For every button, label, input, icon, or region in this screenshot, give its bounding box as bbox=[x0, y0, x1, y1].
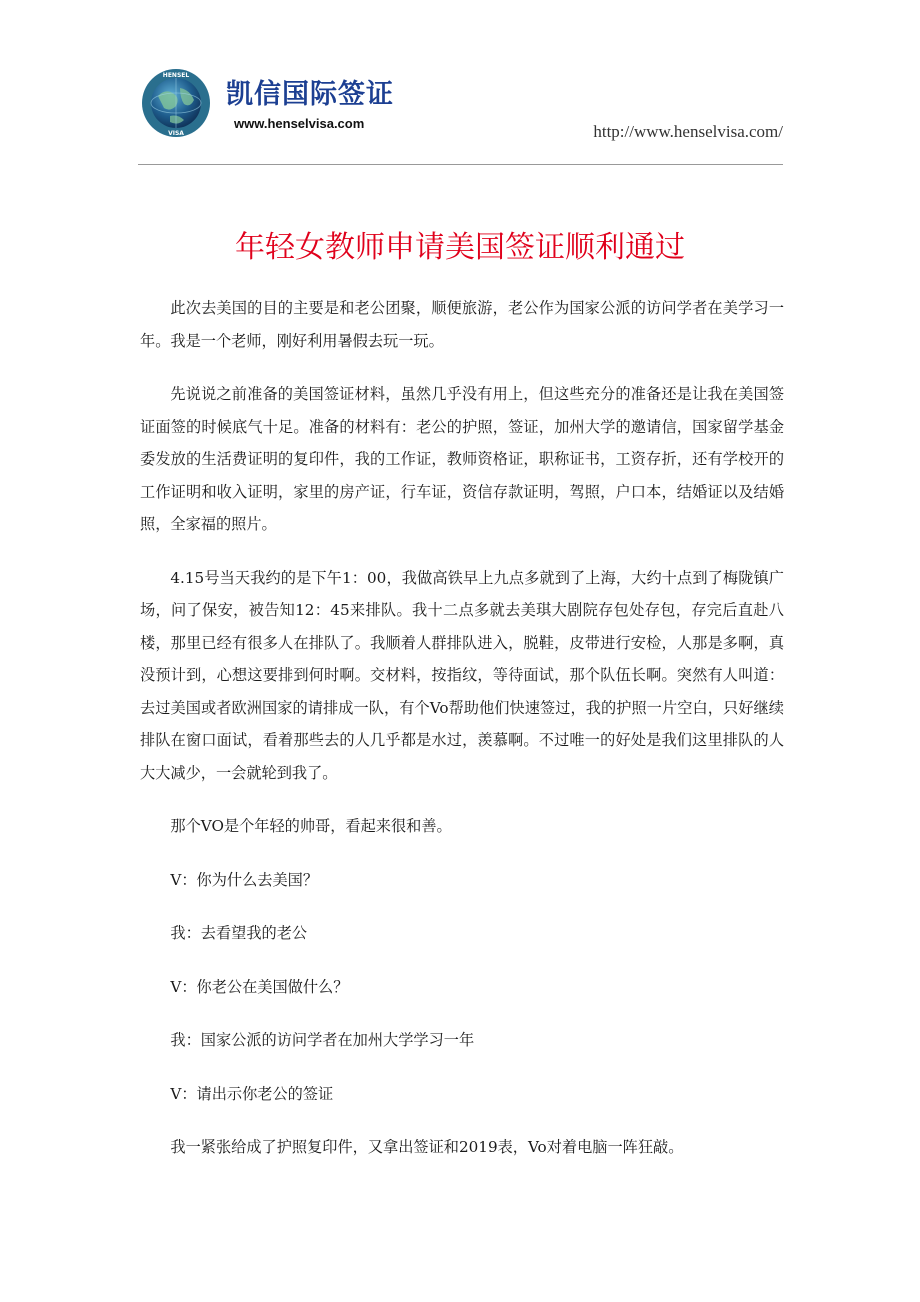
paragraph: 此次去美国的目的主要是和老公团聚，顺便旅游，老公作为国家公派的访问学者在美学习一年。我是一个老师，刚好利用暑假去玩一玩。 bbox=[140, 299, 784, 350]
site-url-link[interactable]: http://www.henselvisa.com/ bbox=[593, 122, 783, 141]
paragraph: 我一紧张给成了护照复印件，又拿出签证和2019表，Vo对着电脑一阵狂敲。 bbox=[170, 1138, 684, 1156]
paragraph: V：请出示你老公的签证 bbox=[170, 1084, 334, 1103]
globe-logo-icon bbox=[140, 68, 212, 138]
svg-text:HENSEL: HENSEL bbox=[162, 72, 190, 79]
article-body bbox=[140, 292, 784, 1164]
brand-name: 凯信国际签证 bbox=[226, 79, 394, 110]
page-header bbox=[138, 66, 783, 166]
company-logo bbox=[138, 66, 408, 140]
paragraph: 4.15号当天我约的是下午1：00，我做高铁早上九点多就到了上海，大约十点到了梅陇镇广场，问了保安，被告知12：45来排队。我十二点多就去美琪大剧院存包处存包，存完后直赴八楼，那里已经有很多人在排队了。我顺着人群排队进入，脱鞋，皮带进行安检，人那是多啊，真没预计到，心想这要排到何时啊。交材料，按指纹，等待面试，那个队伍长啊。突然有人叫道：去过美国或者欧洲国家的请排成一队，有个Vo帮助他们快速签过，我的护照一片空白，只好继续排队在窗口面试，看着那些去的人几乎都是水过，羡慕啊。不过唯一的好处是我们这里排队的人大大减少，一会就轮到我了。 bbox=[140, 568, 784, 782]
paragraph: 那个VO是个年轻的帅哥，看起来很和善。 bbox=[170, 817, 452, 835]
svg-text:VISA: VISA bbox=[168, 130, 184, 137]
paragraph: 我：国家公派的访问学者在加州大学学习一年 bbox=[170, 1031, 475, 1049]
paragraph: V：你为什么去美国？ bbox=[170, 870, 319, 889]
paragraph: 先说说之前准备的美国签证材料，虽然几乎没有用上，但这些充分的准备还是让我在美国签证面签的时候底气十足。准备的材料有：老公的护照，签证，加州大学的邀请信，国家留学基金委发放的生活费证明的复印件，我的工作证，教师资格证，职称证书，工资存折，还有学校开的工作证明和收入证明，家里的房产证，行车证，资信存款证明，驾照，户口本，结婚证以及结婚照，全家福的照片。 bbox=[140, 385, 784, 533]
brand-url[interactable]: www.henselvisa.com bbox=[234, 116, 365, 131]
paragraph: V：你老公在美国做什么？ bbox=[170, 977, 349, 996]
article-title: 年轻女教师申请美国签证顺利通过 bbox=[235, 230, 685, 265]
header-divider bbox=[138, 164, 783, 165]
paragraph: 我：去看望我的老公 bbox=[170, 924, 308, 942]
